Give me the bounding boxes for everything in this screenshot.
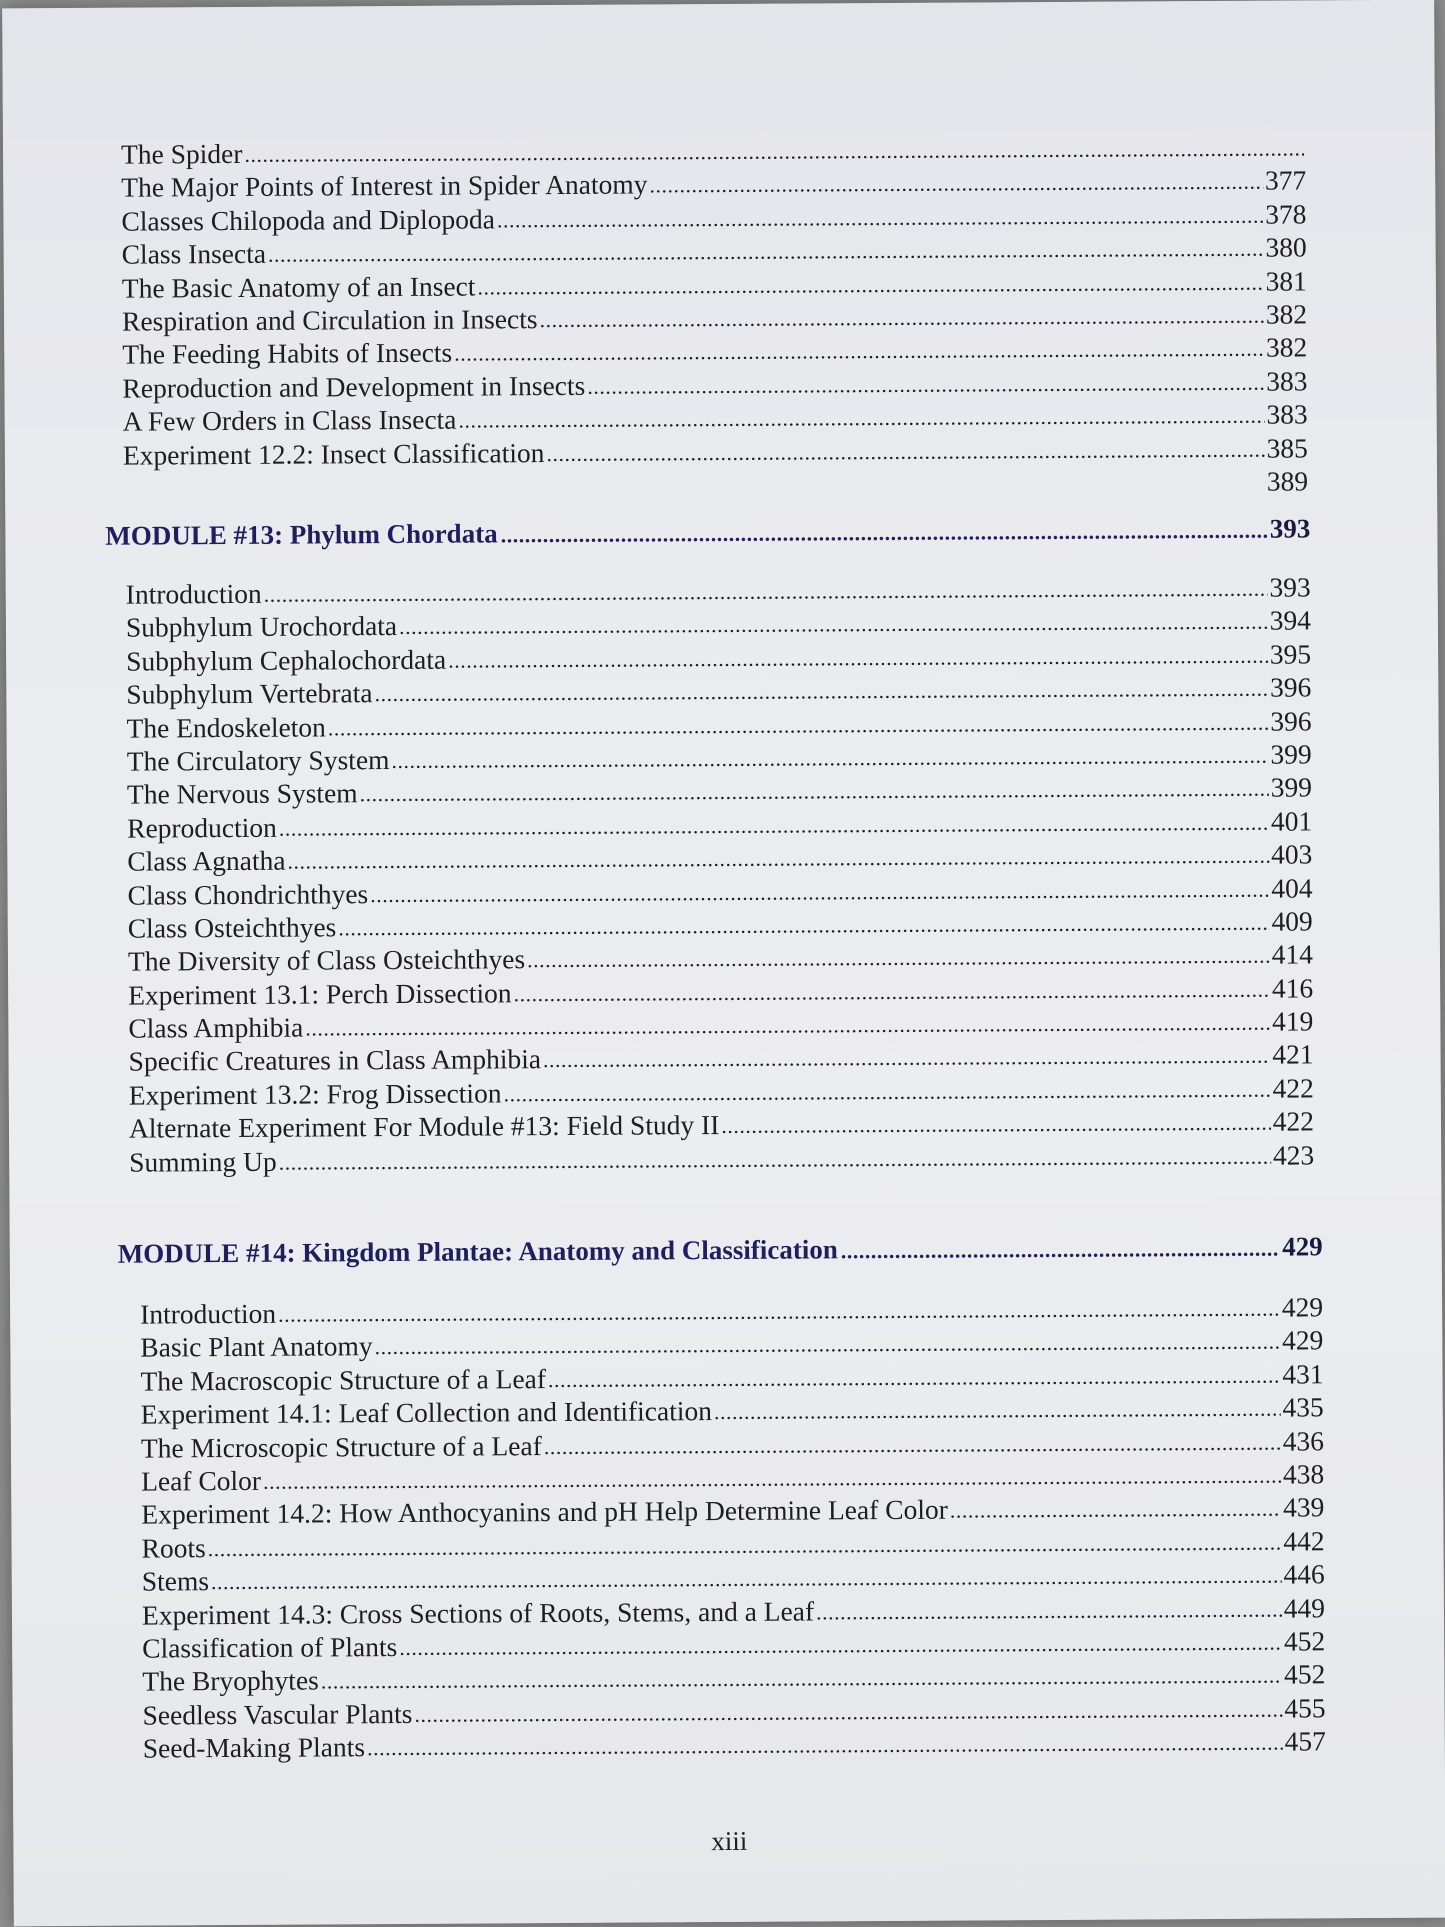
toc-entry-title: Class Agnatha (127, 844, 286, 877)
dot-leader (816, 1590, 1282, 1628)
toc-entry-page-number: 380 (1265, 231, 1307, 263)
module-title: MODULE #14: Kingdom Plantae: Anatomy and Classification (117, 1234, 838, 1269)
toc-entry-page-number: 385 (1266, 431, 1308, 464)
page-number-footer: xiii (711, 1825, 748, 1857)
toc-entry-page-number: 457 (1284, 1725, 1326, 1757)
module-heading (118, 1228, 1323, 1271)
toc-entry-page-number: 395 (1269, 638, 1312, 670)
toc-entry-page-number: 399 (1270, 738, 1312, 770)
toc-entry-title: The Spider (120, 137, 243, 170)
toc-entry-title: Specific Creatures in Class Amphibia (128, 1043, 542, 1078)
toc-entry-page-number: 383 (1266, 398, 1308, 430)
toc-entry-title: Basic Plant Anatomy (140, 1330, 373, 1363)
toc-entry-page-number: 436 (1282, 1424, 1325, 1457)
toc-entry-title: Summing Up (129, 1145, 277, 1178)
toc-entry-page-number: 449 (1283, 1591, 1326, 1624)
toc-entry-page-number: 394 (1269, 604, 1312, 637)
toc-entry-page-number: 381 (1265, 264, 1307, 297)
toc-entry-title: Experiment 13.2: Frog Dissection (128, 1077, 502, 1111)
toc-entry-title: Classification of Plants (142, 1630, 398, 1664)
toc-entry-title: The Macroscopic Structure of a Leaf (140, 1362, 547, 1397)
toc-entry-title: The Feeding Habits of Insects (122, 336, 453, 371)
toc-entry-page-number: 431 (1282, 1358, 1324, 1390)
toc-entry-title: The Major Points of Interest in Spider Anatomy (121, 168, 648, 204)
toc-entry-title: The Basic Anatomy of an Insect (121, 270, 476, 304)
toc-entry (129, 1138, 1314, 1179)
toc-entry-page-number: 421 (1272, 1038, 1314, 1071)
toc-entry-page-number: 429 (1281, 1324, 1324, 1356)
toc-entry-page-number: 404 (1271, 871, 1313, 904)
toc-entry-title: Reproduction (127, 811, 277, 844)
toc-entry-page-number: 414 (1271, 938, 1314, 970)
toc-entry-title: Classes Chilopoda and Diplopoda (121, 203, 496, 237)
toc-entry-title: The Bryophytes (142, 1664, 319, 1697)
toc-entry-page-number: 419 (1272, 1005, 1314, 1037)
dot-leader (501, 511, 1267, 554)
toc-entry-title: The Diversity of Class Osteichthyes (127, 943, 526, 977)
toc-entry-title: Experiment 12.2: Insect Classification (122, 436, 545, 471)
dot-leader (279, 1137, 1271, 1178)
toc-entry-page-number: 382 (1265, 298, 1308, 330)
toc-entry-title: Experiment 13.1: Perch Dissection (128, 976, 512, 1011)
toc-entry-title: The Circulatory System (126, 743, 390, 777)
toc-entry-title: Experiment 14.2: How Anthocyanins and pH Help Determine Leaf Color (141, 1493, 948, 1530)
toc-entry-page-number: 452 (1283, 1625, 1326, 1657)
module-heading (105, 510, 1310, 553)
toc-entry-page-number: 422 (1272, 1105, 1315, 1137)
toc-entry-title: Experiment 14.1: Leaf Collection and Identification (140, 1395, 713, 1430)
toc-entry-page-number: 455 (1284, 1692, 1326, 1724)
dot-leader (841, 1229, 1280, 1270)
toc-entry-title: Subphylum Cephalochordata (126, 643, 447, 677)
toc-entry-page-number: 393 (1269, 571, 1311, 603)
toc-entry-page-number: 429 (1281, 1291, 1324, 1323)
toc-entry-title: Stems (141, 1565, 210, 1597)
toc-entry-title: Respiration and Circulation in Insects (121, 303, 538, 337)
toc-entry-title: Class Amphibia (128, 1011, 304, 1044)
toc-entry-page-number: 399 (1270, 771, 1313, 804)
toc-section-module-13 (105, 510, 1314, 1178)
toc-entry-title: Alternate Experiment For Module #13: Field Study II (128, 1109, 720, 1144)
toc-entry-page-number: 409 (1271, 905, 1313, 937)
toc-entries (126, 570, 1315, 1178)
toc-entries (121, 130, 1308, 505)
toc-entry-title: Subphylum Urochordata (125, 610, 398, 644)
toc-entry-page-number: 383 (1266, 365, 1308, 397)
toc-entry-title: A Few Orders in Class Insecta (122, 403, 457, 437)
toc-entry-page-number: 438 (1282, 1458, 1325, 1490)
toc-entry-title: The Nervous System (126, 777, 358, 810)
toc-entry-title: Class Osteichthyes (127, 911, 337, 944)
toc-entry-page-number: 403 (1271, 838, 1313, 870)
toc-entry-page-number: 416 (1271, 972, 1314, 1004)
toc-entry-title: Seedless Vascular Plants (142, 1697, 413, 1731)
module-title: MODULE #13: Phylum Chordata (105, 518, 498, 551)
toc-entry-page-number: 377 (1264, 164, 1307, 197)
toc-entry-title: Introduction (125, 577, 262, 610)
toc-entry-page-number: 382 (1265, 331, 1308, 364)
book-page (2, 0, 1445, 1926)
toc-entry-title: The Endoskeleton (126, 710, 326, 744)
dot-leader (950, 1490, 1281, 1527)
toc-entry (123, 431, 1308, 472)
toc-entry-title: Experiment 14.3: Cross Sections of Roots, Stems, and a Leaf (141, 1594, 815, 1631)
toc-entry-page-number: 401 (1270, 805, 1313, 837)
toc-entry-title: Introduction (140, 1297, 277, 1330)
toc-entry-page-number: 378 (1265, 198, 1307, 230)
toc-entry-page-number: 452 (1284, 1658, 1326, 1690)
toc-entry-page-number: 446 (1283, 1558, 1325, 1590)
toc-entry-title: Leaf Color (141, 1464, 262, 1497)
toc-entry-page-number: 442 (1283, 1525, 1325, 1557)
toc-entry-page-number: 422 (1272, 1072, 1314, 1104)
toc-entry-page-number: 423 (1272, 1139, 1315, 1171)
toc-entry-title: Roots (141, 1531, 206, 1564)
toc-entry-title: Class Insecta (121, 237, 267, 270)
module-page-number: 393 (1269, 513, 1311, 544)
toc-entry (143, 1724, 1326, 1765)
toc-section-module-14 (118, 1228, 1326, 1765)
toc-entry-title: Reproduction and Development in Insects (122, 369, 586, 404)
dot-leader (546, 430, 1264, 470)
toc-entry-title: The Microscopic Structure of a Leaf (140, 1429, 542, 1464)
toc-entry-page-number: 435 (1282, 1391, 1324, 1423)
toc-entry-title: Seed-Making Plants (142, 1731, 366, 1764)
toc-entry-page-number: 396 (1270, 704, 1312, 737)
toc-entries (140, 1290, 1326, 1765)
toc-section-module-12 (121, 130, 1308, 505)
toc-entry-page-number: 396 (1269, 671, 1312, 703)
toc-entry-title: Subphylum Vertebrata (126, 677, 373, 710)
toc-entry-page-number: 439 (1282, 1491, 1325, 1523)
toc-entry-page-number: 389 (1266, 465, 1309, 497)
module-page-number: 429 (1282, 1231, 1323, 1262)
toc-entry-title: Class Chondrichthyes (127, 877, 369, 911)
dot-leader (367, 1724, 1283, 1765)
